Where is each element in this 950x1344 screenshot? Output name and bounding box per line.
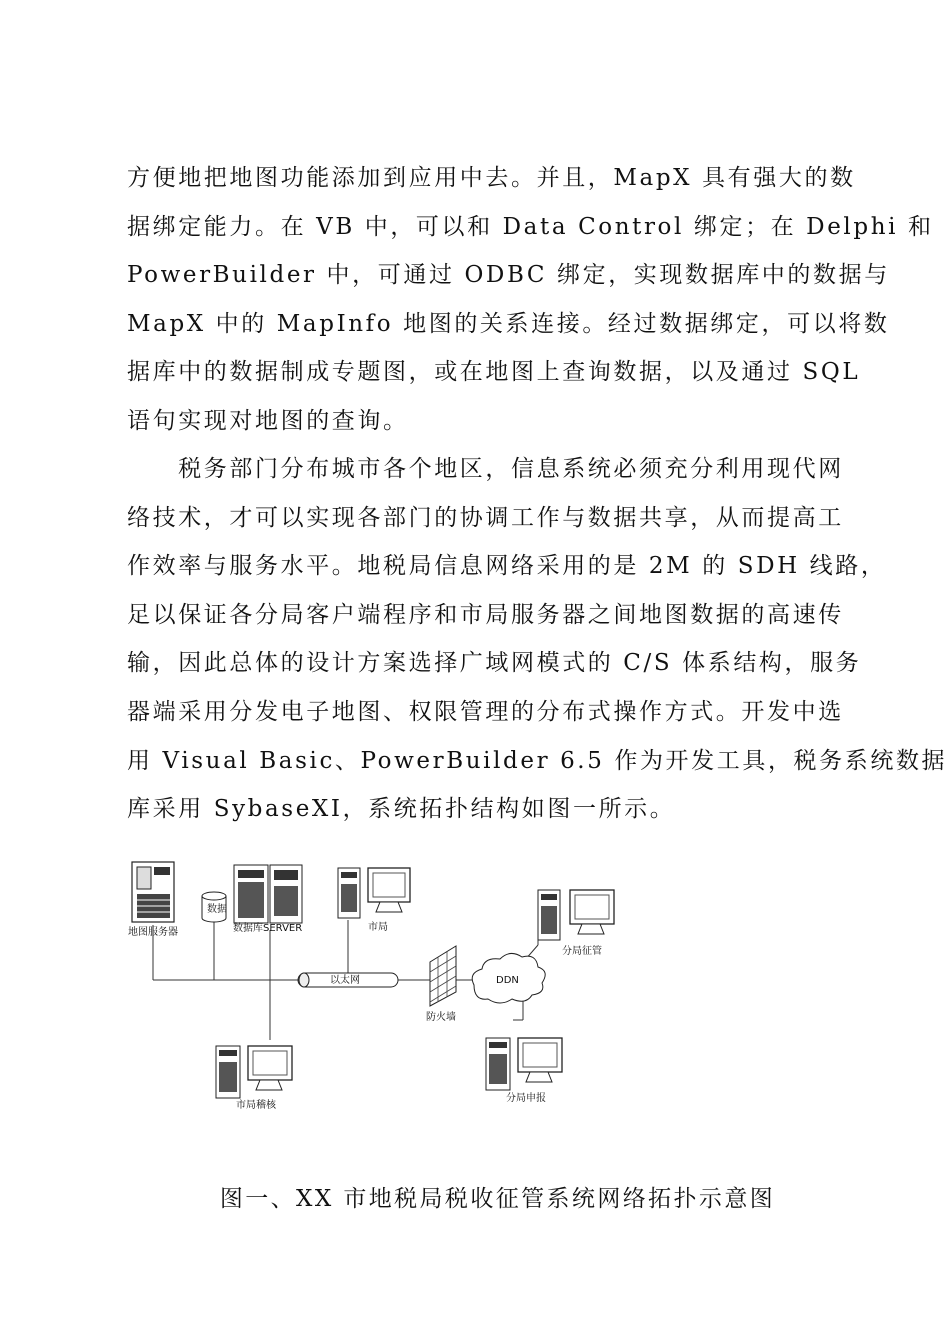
figure-caption: 图一、XX 市地税局税收征管系统网络拓扑示意图: [219, 1186, 776, 1212]
paragraph-network: [127, 445, 948, 834]
text-line: 据库中的数据制成专题图，或在地图上查询数据，以及通过 SQL: [127, 359, 861, 386]
city-bureau-label: 市局: [368, 922, 388, 933]
city-audit-label: 市局稽核: [236, 1100, 276, 1111]
text-line: 方便地把地图功能添加到应用中去。并且，MapX 具有强大的数: [127, 165, 856, 191]
database-label: 数据: [207, 904, 227, 915]
ethernet-label: 以太网: [330, 975, 360, 986]
firewall-icon: [430, 946, 456, 1006]
ddn-label: DDN: [496, 975, 519, 986]
text-line: MapX 中的 MapInfo 地图的关系连接。经过数据绑定，可以将数: [127, 310, 890, 337]
text-line: PowerBuilder 中，可通过 ODBC 绑定，实现数据库中的数据与: [127, 262, 890, 289]
branch-declare-computer-icon: [486, 1038, 562, 1090]
database-server-icon: [234, 865, 302, 923]
branch-collection-label: 分局征管: [562, 946, 602, 957]
text-line: 输，因此总体的设计方案选择广域网模式的 C/S 体系结构，服务: [127, 650, 862, 677]
text-line: 语句实现对地图的查询。: [127, 407, 409, 434]
text-line: 据绑定能力。在 VB 中，可以和 Data Control 绑定；在 Delphi 和: [127, 213, 934, 240]
map-server-icon: [132, 862, 174, 922]
city-audit-computer-icon: [216, 1046, 292, 1098]
text-line: 器端采用分发电子地图、权限管理的分布式操作方式。开发中选: [127, 698, 844, 725]
branch-collection-computer-icon: [538, 890, 614, 940]
city-bureau-computer-icon: [338, 868, 410, 918]
branch-declare-label: 分局申报: [506, 1093, 546, 1104]
network-topology-diagram: [118, 850, 678, 1120]
firewall-label: 防火墙: [426, 1012, 456, 1023]
text-line: 足以保证各分局客户端程序和市局服务器之间地图数据的高速传: [127, 601, 844, 628]
database-server-label: 数据库SERVER: [233, 923, 303, 934]
paragraph-mapx: [127, 154, 934, 446]
text-line: 作效率与服务水平。地税局信息网络采用的是 2M 的 SDH 线路，: [127, 553, 887, 580]
text-line: 用 Visual Basic、PowerBuilder 6.5 作为开发工具，税务系统数据: [127, 747, 948, 774]
text-line: 库采用 SybaseXI，系统拓扑结构如图一所示。: [127, 796, 676, 823]
text-line: 络技术，才可以实现各部门的协调工作与数据共享，从而提高工: [127, 504, 844, 531]
text-line: 税务部门分布城市各个地区，信息系统必须充分利用现代网: [127, 456, 844, 482]
map-server-label: 地图服务器: [128, 927, 178, 938]
